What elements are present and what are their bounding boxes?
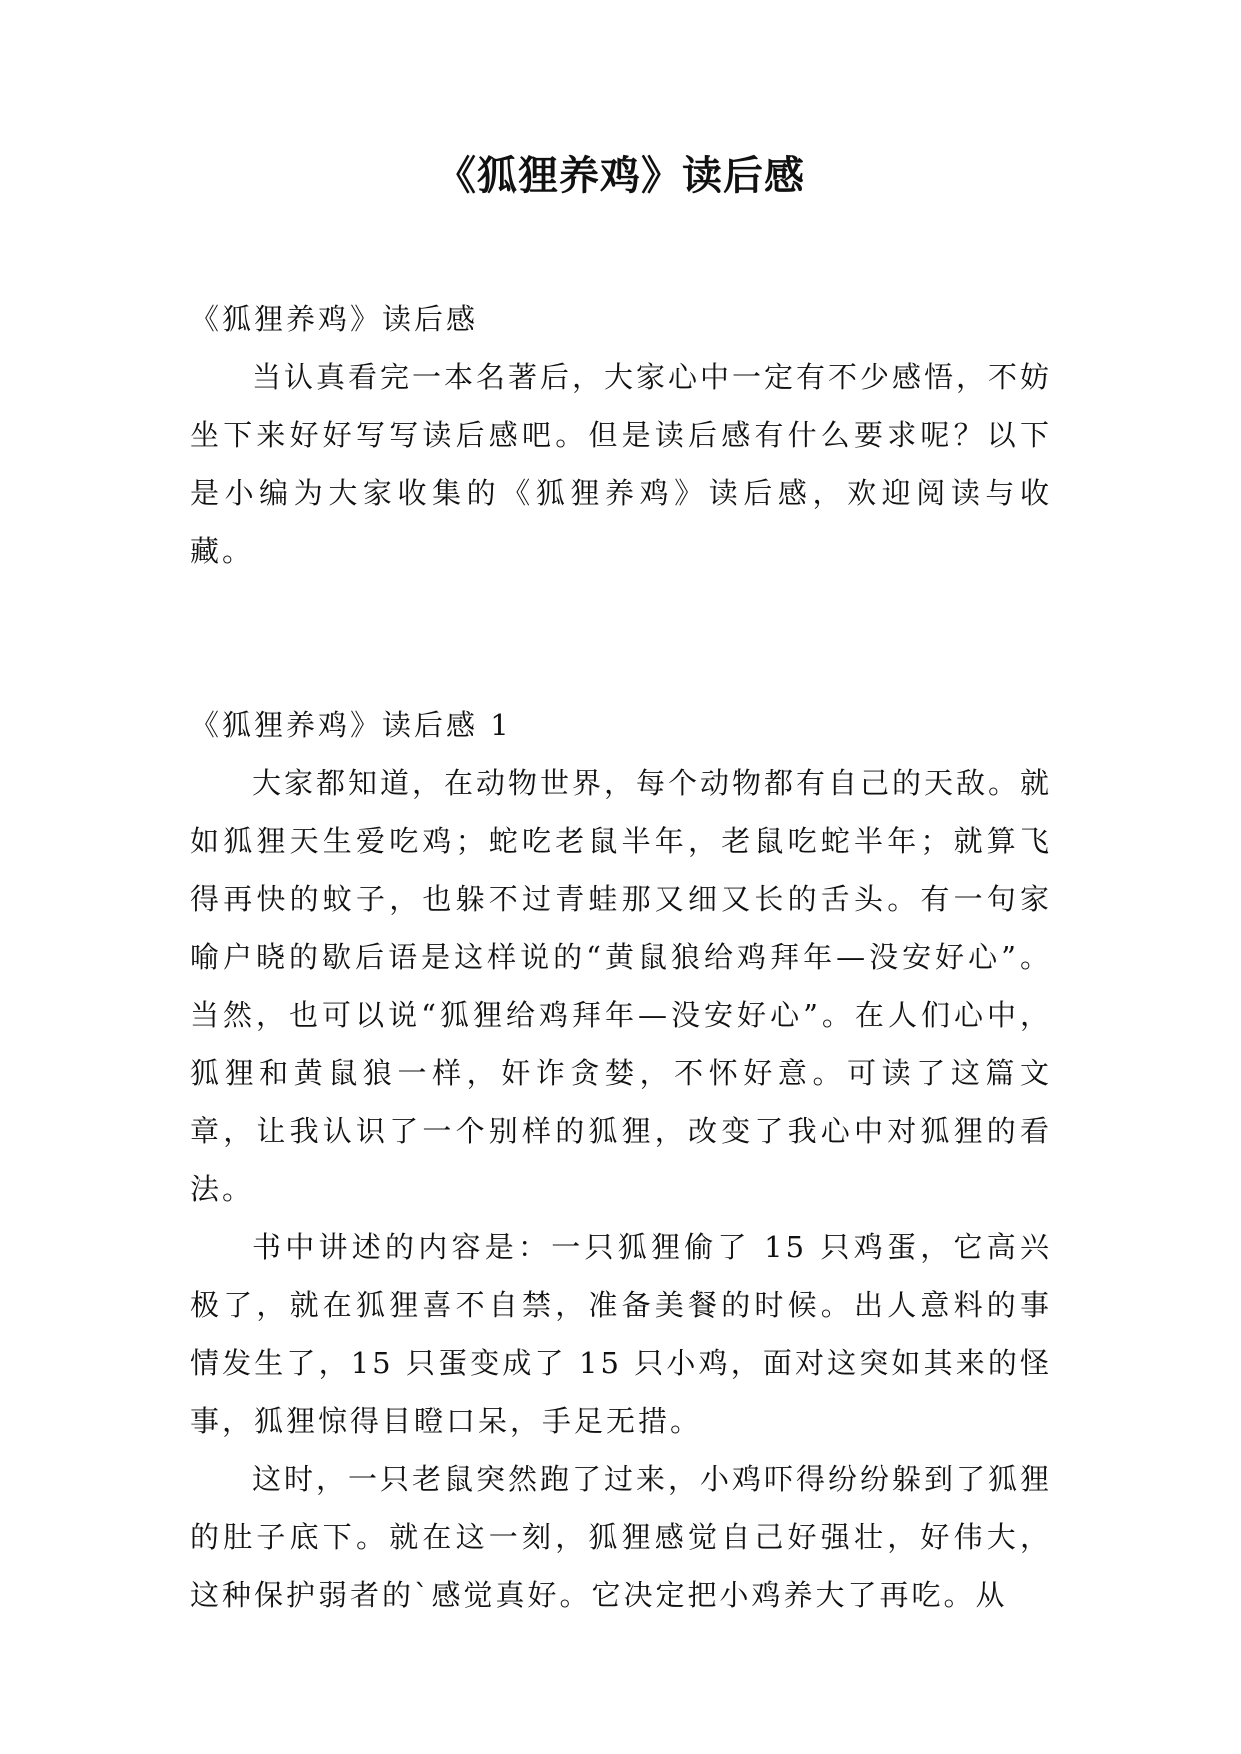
- document-title: 《狐狸养鸡》读后感: [436, 153, 805, 199]
- intro-paragraph: 当认真看完一本名著后，大家心中一定有不少感悟，不妨坐下来好好写写读后感吧。但是读后感有什么要求呢？以下是小编为大家收集的《狐狸养鸡》读后感，欢迎阅读与收藏。: [190, 360, 1053, 568]
- section-spacer: [190, 580, 1052, 696]
- document-body: [190, 290, 1052, 1624]
- section1-paragraph-1: 大家都知道，在动物世界，每个动物都有自己的天敌。就如狐狸天生爱吃鸡；蛇吃老鼠半年，老鼠吃蛇半年；就算飞得再快的蚊子，也躲不过青蛙那又细又长的舌头。有一句家喻户晓的歇后语是这样说的“黄鼠狼给鸡拜年—没安好心”。当然，也可以说“狐狸给鸡拜年—没安好心”。在人们心中，狐狸和黄鼠狼一样，奸诈贪婪，不怀好意。可读了这篇文章，让我认识了一个别样的狐狸，改变了我心中对狐狸的看法。: [190, 766, 1053, 1206]
- section1-paragraph-2: 书中讲述的内容是：一只狐狸偷了 15 只鸡蛋，它高兴极了，就在狐狸喜不自禁，准备美餐的时候。出人意料的事情发生了，15 只蛋变成了 15 只小鸡，面对这突如其来的怪事，狐狸惊得目瞪口呆，手足无措。: [190, 1230, 1052, 1438]
- section1-heading: 《狐狸养鸡》读后感 1: [190, 708, 512, 742]
- intro-heading: 《狐狸养鸡》读后感: [190, 302, 479, 336]
- section1-paragraph-3: 这时，一只老鼠突然跑了过来，小鸡吓得纷纷躲到了狐狸的肚子底下。就在这一刻，狐狸感觉自己好强壮，好伟大，这种保护弱者的`感觉真好。它决定把小鸡养大了再吃。从: [190, 1462, 1053, 1612]
